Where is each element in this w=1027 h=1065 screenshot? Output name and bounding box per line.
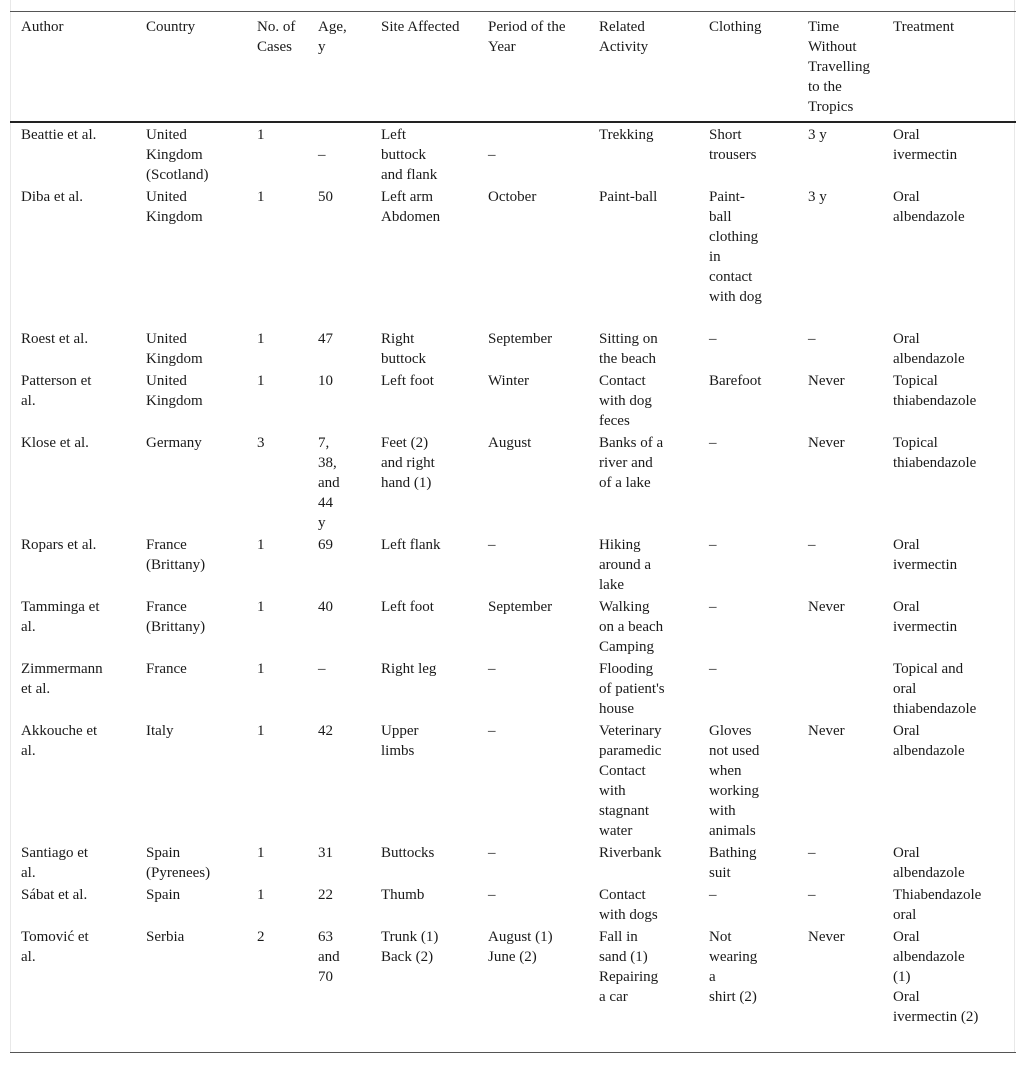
cell-treatment: Oral ivermectin [893, 537, 958, 573]
cell-author: Diba et al. [21, 189, 84, 205]
cell-treatment: Oral albendazole [893, 723, 965, 759]
cell-country: France [146, 661, 187, 677]
cell-activity: Fall in sand (1) Repairing a car [599, 929, 659, 1005]
cell-author: Akkouche et al. [21, 723, 98, 759]
cell-cases: 3 [257, 435, 265, 451]
cell-activity: Contact with dog feces [599, 373, 652, 429]
cell-cases: 1 [257, 537, 265, 553]
cell-site: Left buttock and flank [381, 127, 438, 183]
cell-treatment: Topical thiabendazole [893, 435, 977, 471]
cell-activity: Veterinary paramedic Contact with stagnant water [599, 723, 662, 839]
cell-clothing: – [709, 435, 717, 451]
cell-clothing: – [709, 887, 717, 903]
cell-site: Thumb [381, 887, 425, 903]
cell-author: Tamminga et al. [21, 599, 100, 635]
cell-cases: 1 [257, 127, 265, 143]
cell-treatment: Topical and oral thiabendazole [893, 661, 977, 717]
cell-site: Buttocks [381, 845, 435, 861]
header-clothing: Clothing [709, 19, 762, 35]
cell-author: Roest et al. [21, 331, 89, 347]
cell-time: 3 y [808, 127, 827, 143]
cell-clothing: – [709, 661, 717, 677]
cell-author: Sábat et al. [21, 887, 88, 903]
cell-period: – [488, 537, 496, 553]
cell-author: Beattie et al. [21, 127, 97, 143]
cell-clothing: Barefoot [709, 373, 762, 389]
cell-clothing: – [709, 331, 717, 347]
cell-site: Left arm Abdomen [381, 189, 441, 225]
cell-country: Germany [146, 435, 202, 451]
cell-activity: Banks of a river and of a lake [599, 435, 664, 491]
cell-period: – [488, 723, 496, 739]
cell-activity: Hiking around a lake [599, 537, 652, 593]
cell-clothing: – [709, 599, 717, 615]
cell-time: Never [808, 435, 845, 451]
cell-time: 3 y [808, 189, 827, 205]
cell-author: Ropars et al. [21, 537, 97, 553]
cell-treatment: Thiabendazole oral [893, 887, 982, 923]
header-site: Site Affected [381, 19, 460, 35]
cell-site: Upper limbs [381, 723, 419, 759]
cell-author: Santiago et al. [21, 845, 89, 881]
cell-age: 7, 38, and 44 y [318, 435, 340, 531]
cell-age: 22 [318, 887, 333, 903]
cell-clothing: Gloves not used when working with animals [709, 723, 760, 839]
cell-age: 69 [318, 537, 333, 553]
cell-time: Never [808, 929, 845, 945]
cell-activity: Paint-ball [599, 189, 658, 205]
cell-activity: Flooding of patient's house [599, 661, 665, 717]
cell-activity: Trekking [599, 127, 654, 143]
cell-period: – [488, 147, 496, 163]
cell-age: – [318, 147, 326, 163]
header-cases: No. of Cases [257, 19, 296, 55]
header-treatment: Treatment [893, 19, 955, 35]
cell-site: Right leg [381, 661, 437, 677]
cell-treatment: Oral albendazole [893, 331, 965, 367]
cell-treatment: Topical thiabendazole [893, 373, 977, 409]
cell-author: Tomović et al. [21, 929, 89, 965]
table-top-rule [10, 11, 1016, 12]
cell-activity: Riverbank [599, 845, 662, 861]
cell-activity: Sitting on the beach [599, 331, 658, 367]
cell-activity: Contact with dogs [599, 887, 658, 923]
header-time: Time Without Travelling to the Tropics [808, 19, 870, 115]
header-age: Age, y [318, 19, 347, 55]
cell-author: Klose et al. [21, 435, 89, 451]
cell-cases: 1 [257, 189, 265, 205]
cell-treatment: Oral albendazole [893, 189, 965, 225]
cell-clothing: Paint- ball clothing in contact with dog [709, 189, 762, 305]
cell-cases: 1 [257, 599, 265, 615]
cell-period: Winter [488, 373, 530, 389]
cell-time: Never [808, 599, 845, 615]
cell-period: – [488, 845, 496, 861]
cell-time: – [808, 845, 816, 861]
cell-cases: 1 [257, 373, 265, 389]
header-country: Country [146, 19, 196, 35]
cell-period: August [488, 435, 532, 451]
cell-site: Feet (2) and right hand (1) [381, 435, 435, 491]
header-period: Period of the Year [488, 19, 566, 55]
cell-country: Serbia [146, 929, 185, 945]
cell-clothing: – [709, 537, 717, 553]
cell-country: Italy [146, 723, 174, 739]
cell-cases: 2 [257, 929, 265, 945]
cell-country: United Kingdom [146, 331, 203, 367]
cell-age: – [318, 661, 326, 677]
cell-clothing: Bathing suit [709, 845, 757, 881]
cell-site: Left foot [381, 373, 434, 389]
cell-clothing: Short trousers [709, 127, 757, 163]
cell-site: Right buttock [381, 331, 426, 367]
cell-author: Zimmermann et al. [21, 661, 103, 697]
cell-country: United Kingdom [146, 189, 203, 225]
table-bottom-rule [10, 1052, 1016, 1053]
cell-country: France (Brittany) [146, 537, 206, 573]
cell-age: 63 and 70 [318, 929, 340, 985]
cell-time: – [808, 331, 816, 347]
cell-cases: 1 [257, 845, 265, 861]
cell-author: Patterson et al. [21, 373, 92, 409]
cell-time: Never [808, 373, 845, 389]
table-header-rule [10, 121, 1016, 123]
cell-cases: 1 [257, 661, 265, 677]
cell-site: Trunk (1) Back (2) [381, 929, 439, 965]
cell-country: United Kingdom (Scotland) [146, 127, 209, 183]
cell-country: Spain [146, 887, 181, 903]
cell-age: 50 [318, 189, 333, 205]
cell-time: – [808, 537, 816, 553]
cell-period: – [488, 887, 496, 903]
cell-time: Never [808, 723, 845, 739]
cell-age: 10 [318, 373, 333, 389]
cell-treatment: Oral ivermectin [893, 599, 958, 635]
cell-period: – [488, 661, 496, 677]
cell-period: August (1) June (2) [488, 929, 553, 965]
cell-period: September [488, 599, 553, 615]
cell-time: – [808, 887, 816, 903]
cell-country: France (Brittany) [146, 599, 206, 635]
cell-cases: 1 [257, 331, 265, 347]
cell-period: September [488, 331, 553, 347]
cell-country: United Kingdom [146, 373, 203, 409]
header-activity: Related Activity [599, 19, 649, 55]
cell-site: Left flank [381, 537, 441, 553]
cell-age: 40 [318, 599, 333, 615]
cell-period: October [488, 189, 537, 205]
cell-activity: Walking on a beach Camping [599, 599, 664, 655]
cell-age: 47 [318, 331, 333, 347]
cell-age: 42 [318, 723, 333, 739]
cell-cases: 1 [257, 723, 265, 739]
cell-treatment: Oral ivermectin [893, 127, 958, 163]
cell-country: Spain (Pyrenees) [146, 845, 211, 881]
header-author: Author [21, 19, 64, 35]
cell-cases: 1 [257, 887, 265, 903]
cell-site: Left foot [381, 599, 434, 615]
cell-treatment: Oral albendazole (1) Oral ivermectin (2) [893, 929, 979, 1025]
cell-treatment: Oral albendazole [893, 845, 965, 881]
cell-age: 31 [318, 845, 333, 861]
cell-clothing: Not wearing a shirt (2) [709, 929, 758, 1005]
